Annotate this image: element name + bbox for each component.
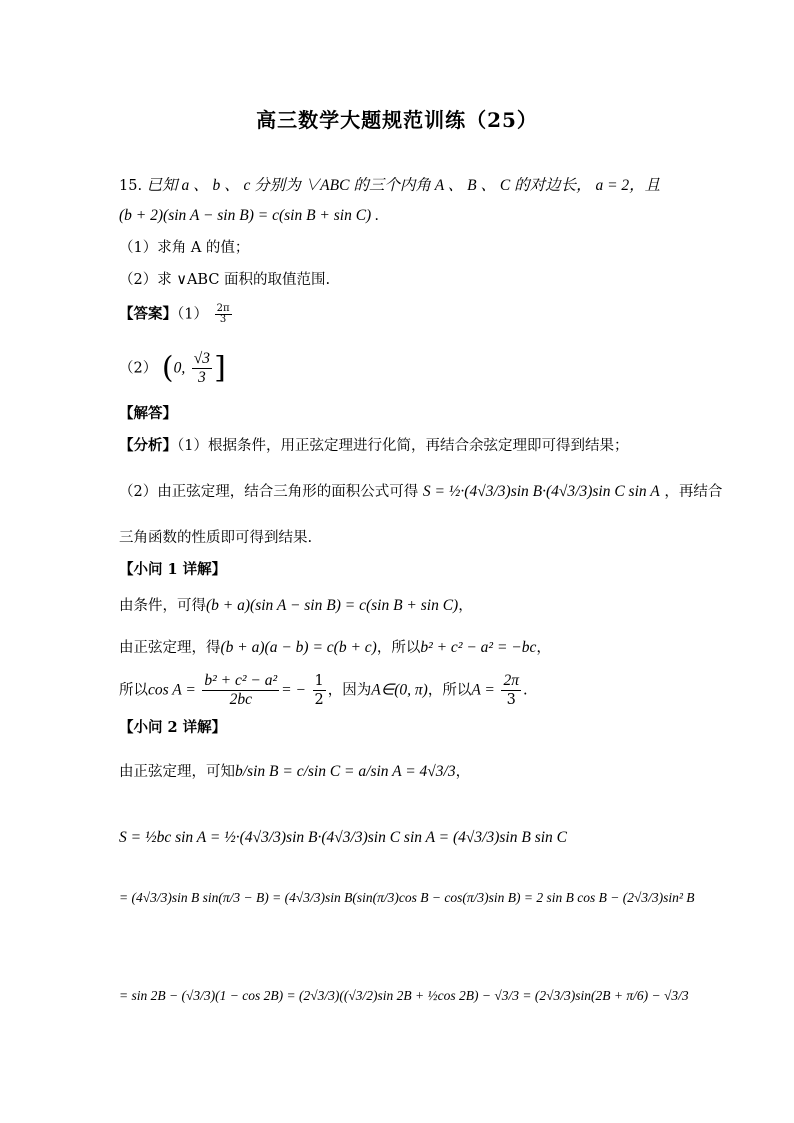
part1-line3-cos: cos A = bbox=[148, 681, 196, 699]
answer-part1-num: 2π bbox=[216, 303, 230, 314]
problem-stem-line2 bbox=[119, 206, 379, 226]
analysis-text1: （1）根据条件，用正弦定理进行化简，再结合余弦定理即可得到结果； bbox=[177, 438, 629, 454]
interval-right-fraction bbox=[192, 350, 212, 387]
angle-range: A∈(0, π) bbox=[371, 681, 428, 699]
answer-part1-den: 3 bbox=[219, 314, 227, 325]
interval-left: 0, bbox=[173, 359, 186, 377]
interval-close-bracket: ] bbox=[214, 350, 226, 386]
answer-part2-prefix: （2） bbox=[119, 360, 158, 377]
problem-number: 15. bbox=[119, 178, 143, 194]
part1-line1-math: (b + a)(sin A − sin B) = c(sin B + sin C) bbox=[206, 597, 459, 614]
part1-heading: 【小问 1 详解】 bbox=[119, 561, 227, 578]
part1-line2-math: (b + a)(a − b) = c(b + c) bbox=[220, 639, 377, 656]
analysis-formula: S = ½·(4√3/3)sin B·(4√3/3)sin C sin A bbox=[422, 483, 660, 500]
problem-condition: (b + 2)(sin A − sin B) = c(sin B + sin C) . bbox=[119, 207, 379, 224]
cos-formula-den: 2bc bbox=[229, 691, 252, 708]
part1-line3-eq: = − bbox=[281, 681, 306, 699]
half-den: 2 bbox=[314, 692, 324, 708]
part1-line2 bbox=[119, 638, 551, 658]
cos-formula-fraction bbox=[202, 672, 279, 709]
part2-line2: S = ½bc sin A = ½·(4√3/3)sin B·(4√3/3)sin C sin A = (4√3/3)sin B sin C bbox=[119, 829, 568, 846]
part2-line1-pre: 由正弦定理，可知 bbox=[119, 764, 235, 780]
interval-right-num: √3 bbox=[193, 350, 211, 367]
half-num: 1 bbox=[314, 673, 324, 689]
question-2: （2）求 ∨ABC 面积的取值范围. bbox=[119, 272, 331, 288]
part1-line3-mid: ，因为 bbox=[327, 682, 372, 699]
analysis-line1 bbox=[119, 436, 628, 456]
part1-result-den: 3 bbox=[506, 692, 516, 708]
part2-line1-math: b/sin B = c/sin C = a/sin A = 4√3/3 bbox=[235, 763, 456, 780]
part1-result-fraction bbox=[501, 672, 521, 709]
part1-line3-mid2: ，所以 bbox=[427, 682, 472, 699]
page-title: 高三数学大题规范训练（25） bbox=[256, 108, 538, 132]
part1-result-num: 2π bbox=[503, 672, 519, 689]
part2-heading: 【小问 2 详解】 bbox=[119, 719, 227, 736]
part1-line1-pre: 由条件，可得 bbox=[119, 598, 206, 614]
part1-line3-end: . bbox=[523, 682, 528, 699]
solution-heading: 【解答】 bbox=[119, 405, 177, 422]
answer-label: 【答案】 bbox=[119, 305, 177, 323]
analysis-text2-pre: （2）由正弦定理，结合三角形的面积公式可得 bbox=[119, 484, 419, 500]
answer-line2 bbox=[119, 350, 226, 387]
answer-part1-fraction bbox=[215, 304, 232, 325]
part1-line2-post: ， bbox=[536, 640, 551, 656]
part1-result-lhs: A = bbox=[471, 681, 495, 699]
analysis-label: 【分析】 bbox=[119, 437, 177, 454]
part1-line1-post: ， bbox=[458, 598, 473, 614]
part2-line1-post: ， bbox=[455, 764, 471, 780]
analysis-text2-post: ，再结合 bbox=[664, 484, 723, 500]
interval-open-bracket: ( bbox=[161, 350, 174, 386]
answer-part1-prefix: （1） bbox=[177, 306, 208, 323]
problem-stem-text1: 已知 a 、 b 、 c 分别为 ∨ABC 的三个内角 A 、 B 、 C 的对边长， a = 2，且 bbox=[146, 177, 661, 194]
answer-line1 bbox=[119, 304, 234, 325]
interval-right-den: 3 bbox=[198, 369, 206, 386]
question-1: （1）求角 A 的值； bbox=[119, 240, 250, 256]
part1-line3 bbox=[119, 672, 528, 709]
part1-line2-math2: b² + c² − a² = −bc bbox=[420, 639, 537, 656]
part1-line1 bbox=[119, 596, 473, 616]
analysis-line2 bbox=[119, 482, 722, 502]
cos-formula-num: b² + c² − a² bbox=[204, 672, 278, 689]
analysis-line3: 三角函数的性质即可得到结果. bbox=[119, 530, 313, 546]
part1-line3-pre: 所以 bbox=[119, 682, 148, 699]
part2-line4: = sin 2B − (√3/3)(1 − cos 2B) = (2√3/3)((√3/2)sin 2B + ½cos 2B) − √3/3 = (2√3/3)sin(2B + π/6) − √3/3 bbox=[119, 988, 689, 1003]
part1-line2-mid: ，所以 bbox=[376, 640, 421, 656]
part2-line1 bbox=[119, 762, 470, 782]
half-fraction bbox=[313, 672, 326, 709]
problem-stem-line1 bbox=[119, 176, 660, 196]
part1-line2-pre: 由正弦定理，得 bbox=[119, 640, 221, 656]
part2-line3: = (4√3/3)sin B sin(π/3 − B) = (4√3/3)sin B(sin(π/3)cos B − cos(π/3)sin B) = 2 sin B cos B − (2√3/3)sin² B bbox=[119, 890, 695, 905]
